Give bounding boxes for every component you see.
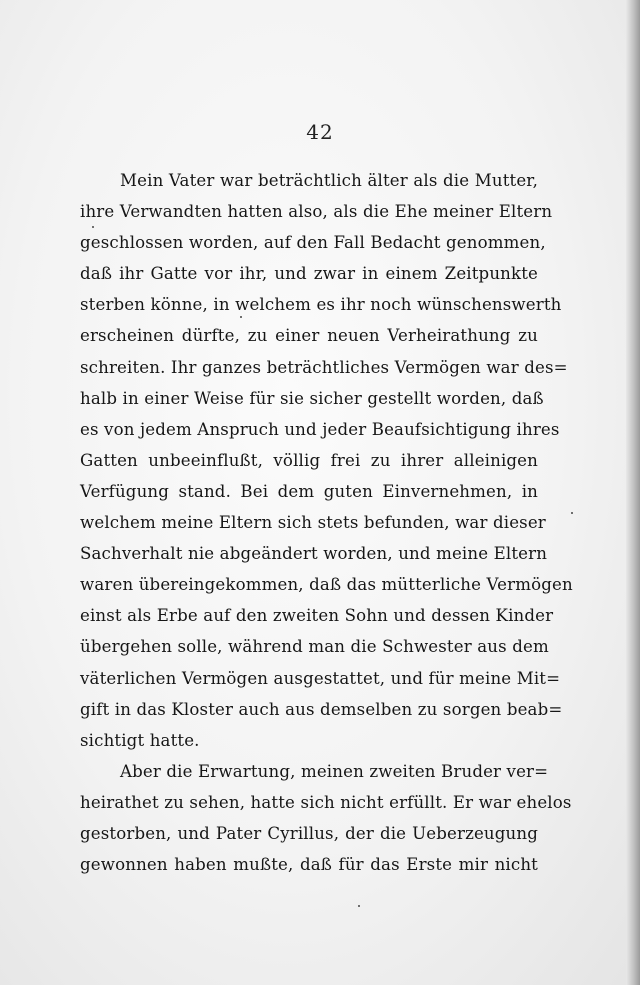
text-line: es von jedem Anspruch und jeder Beaufsichtigung ihres: [80, 419, 560, 439]
text-line: gewonnen haben mußte, daß für das Erste mir nicht: [80, 855, 538, 875]
text-line: Verfügung stand. Bei dem guten Einvernehmen, in: [80, 481, 538, 501]
text-line: geschlossen worden, auf den Fall Bedacht genommen,: [80, 233, 546, 253]
text-line: Gatten unbeeinflußt, völlig frei zu ihrer alleinigen: [80, 450, 538, 470]
text-line: übergehen solle, während man die Schwester aus dem: [80, 637, 549, 657]
page-number: 42: [306, 120, 334, 144]
text-line: gestorben, und Pater Cyrillus, der die Ueberzeugung: [80, 823, 538, 843]
text-line: sichtigt hatte.: [80, 730, 200, 750]
text-line: heirathet zu sehen, hatte sich nicht erfüllt. Er war ehelos: [80, 792, 572, 812]
scan-speck: [240, 316, 242, 318]
text-line: erscheinen dürfte, zu einer neuen Verheirathung zu: [80, 326, 538, 346]
text-line: Aber die Erwartung, meinen zweiten Bruder ver=: [120, 761, 549, 781]
scan-speck: [571, 512, 573, 514]
text-line: ihre Verwandten hatten also, als die Ehe meiner Eltern: [80, 202, 553, 222]
text-line: halb in einer Weise für sie sicher gestellt worden, daß: [80, 388, 544, 408]
text-line: schreiten. Ihr ganzes beträchtliches Vermögen war des=: [80, 357, 568, 377]
text-line: väterlichen Vermögen ausgestattet, und für meine Mit=: [80, 668, 561, 688]
text-line: welchem meine Eltern sich stets befunden, war dieser: [80, 513, 546, 533]
text-line: sterben könne, in welchem es ihr noch wünschenswerth: [80, 295, 562, 315]
text-line: gift in das Kloster auch aus demselben zu sorgen beab=: [80, 699, 563, 719]
page-edge-shadow: [626, 0, 640, 985]
text-line: einst als Erbe auf den zweiten Sohn und dessen Kinder: [80, 606, 554, 626]
text-line: daß ihr Gatte vor ihr, und zwar in einem Zeitpunkte: [80, 264, 538, 284]
text-line: Mein Vater war beträchtlich älter als die Mutter,: [120, 171, 538, 190]
body-text: [80, 165, 573, 880]
text-line: Sachverhalt nie abgeändert worden, und meine Eltern: [80, 544, 548, 564]
scan-speck: [358, 905, 360, 907]
text-line: waren übereingekommen, daß das mütterliche Vermögen: [80, 575, 573, 595]
scan-speck: [92, 226, 94, 228]
